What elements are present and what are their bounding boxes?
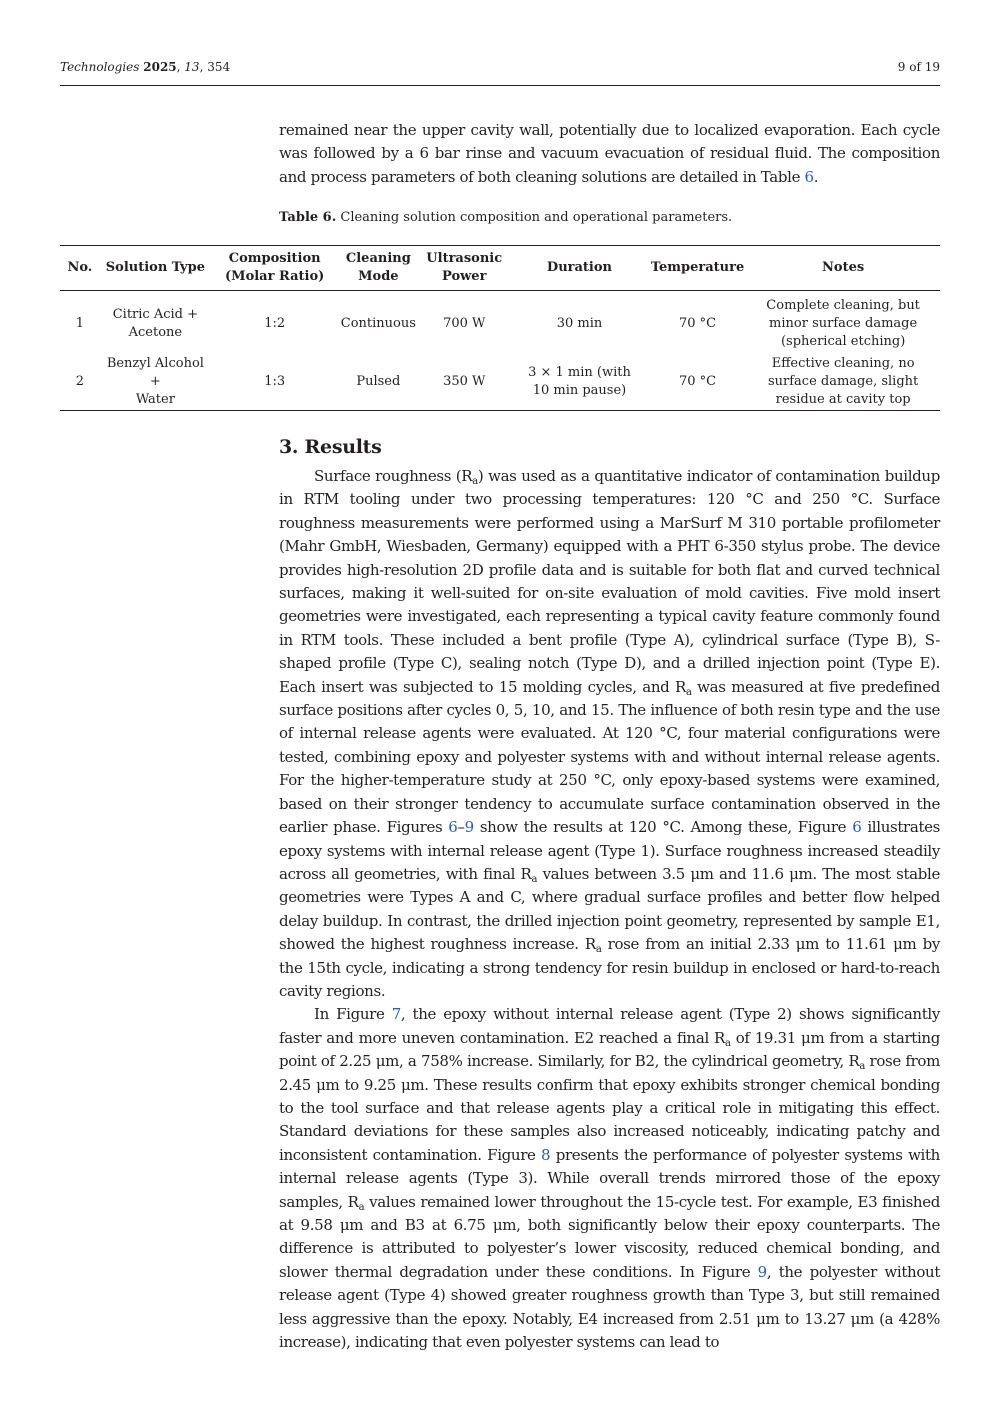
cell-line: Duration xyxy=(546,260,612,275)
cell-line: No. xyxy=(67,260,93,275)
cell-line: (Molar Ratio) xyxy=(225,269,325,284)
cell-line: Water xyxy=(135,392,175,407)
cell-line: 1:3 xyxy=(264,374,286,389)
table-header-cell xyxy=(60,246,100,291)
figure-link[interactable]: 7 xyxy=(391,1005,401,1024)
table-cell xyxy=(746,354,940,411)
cell-line: Ultrasonic xyxy=(426,251,503,266)
cell-line: Composition xyxy=(228,251,321,266)
table-cell xyxy=(60,291,100,355)
table-row xyxy=(60,354,940,411)
subscript: a xyxy=(472,476,478,487)
cell-line: 30 min xyxy=(556,316,603,331)
text-run: illustrates epoxy systems with internal release agent (Type 1). Surface roughness increased steadily across all geometries, with final R xyxy=(279,818,941,883)
journal-name: Technologies xyxy=(60,60,140,74)
subscript: a xyxy=(595,944,602,956)
section-heading: 3. Results xyxy=(279,436,382,458)
journal-volume: 13 xyxy=(184,60,200,74)
cell-line: (spherical etching) xyxy=(780,334,906,349)
subscript: a xyxy=(724,1037,731,1049)
text-run: – xyxy=(457,818,465,837)
running-header xyxy=(60,56,940,78)
table-header-cell xyxy=(649,246,746,291)
results-body xyxy=(279,465,940,1354)
subscript: a xyxy=(859,1061,866,1073)
cleaning-solution-table xyxy=(60,245,940,411)
subscript: a xyxy=(531,873,538,885)
cell-line: Mode xyxy=(358,269,399,284)
text-run: of 19.31 μm from a starting point of 2.25 μm, a 758% increase. Similarly, for B2, the cylindrical geometry, R xyxy=(279,1028,940,1071)
intro-paragraph-container xyxy=(279,119,940,189)
table-header-cell xyxy=(746,246,940,291)
cell-line: Continuous xyxy=(340,316,416,331)
cell-line: 3 × 1 min (with xyxy=(528,365,631,380)
cell-line: 700 W xyxy=(443,316,486,331)
table-cell xyxy=(60,354,100,411)
subscript: a xyxy=(358,1201,365,1213)
table-cell xyxy=(100,291,211,355)
cell-line: Power xyxy=(442,269,487,284)
cell-line: surface damage, slight xyxy=(767,374,919,389)
table-cell xyxy=(211,354,338,411)
header-divider xyxy=(60,85,940,86)
table-cell xyxy=(649,291,746,355)
text-run: values between 3.5 μm and 11.6 μm. The most stable geometries were Types A and C, where gradual surface profiles and better flow helped delay buildup. In contrast, the drilled injection point geometry, represented by sample E1, showed the highest roughness increase. R xyxy=(279,864,941,954)
table-caption-label: Table 6. xyxy=(279,210,337,225)
table-cell xyxy=(649,354,746,411)
text-run: Surface roughness (R xyxy=(314,467,473,485)
text-run: show the results at 120 °C. Among these, Figure xyxy=(473,818,853,837)
table-caption xyxy=(279,209,940,227)
table-cell xyxy=(338,291,418,355)
cell-line: Solution Type xyxy=(105,260,205,275)
table-header-cell xyxy=(100,246,211,291)
cell-line: residue at cavity top xyxy=(775,392,911,407)
intro-text: remained near the upper cavity wall, potentially due to localized evaporation. Each cycle was followed by a 6 bar rinse and vacuum evacuation of residual fluid. The composition and process parameters of both cleaning solutions are detailed in Table xyxy=(279,121,940,186)
page-number: 9 of 19 xyxy=(897,60,940,74)
intro-paragraph xyxy=(279,119,940,189)
article-number: 354 xyxy=(207,60,231,74)
cell-line: Citric Acid + xyxy=(112,307,199,322)
table-header-cell xyxy=(338,246,418,291)
table-cell xyxy=(211,291,338,355)
text-run: values remained lower throughout the 15-cycle test. For example, E3 finished at 9.58 μm and B3 at 6.75 μm, both significantly below their epoxy counterparts. The difference is attributed to polyester’s lower viscosity, reduced chemical bonding, and slower thermal degradation under these conditions. In Figure xyxy=(279,1192,941,1281)
subscript: a xyxy=(685,686,692,698)
text-run: ) was used as a quantitative indicator of contamination buildup in RTM tooling under two processing temperatures: 120 °C and 250 °C. Surface roughness measurements were performed using a MarSurf M 310 portable profilometer (Mahr GmbH, Wiesbaden, Germany) equipped with a PHT 6-350 stylus probe. The device provides high-resolution 2D profile data and is suitable for both flat and curved technical surfaces, making it well-suited for on-site evaluation of mold cavities. Five mold insert geometries were investigated, each representing a typical cavity feature commonly found in RTM tools. These included a bent profile (Type A), cylindrical surface (Type B), S-shaped profile (Type C), sealing notch (Type D), and a drilled injection point (Type E). Each insert was subjected to 15 molding cycles, and R xyxy=(279,467,940,696)
cell-line: Complete cleaning, but xyxy=(766,298,920,313)
table-header-cell xyxy=(211,246,338,291)
table-cell xyxy=(100,354,211,411)
cell-line: Benzyl Alcohol + xyxy=(106,356,204,389)
figure-link[interactable]: 9 xyxy=(757,1262,767,1281)
body-paragraph xyxy=(279,1003,940,1354)
journal-citation: Technologies 2025, 13, 354 xyxy=(60,60,231,74)
text-run: rose from 2.45 μm to 9.25 μm. These results confirm that epoxy exhibits stronger chemical bonding to the tool surface and that release agents play a critical role in mitigating this effect. Standard deviations for these samples also increased noticeably, indicating patchy and inconsistent contamination. Figure xyxy=(279,1052,940,1164)
text-run: was measured at five predefined surface positions after cycles 0, 5, 10, and 15. The influence of both resin type and the use of internal release agents were evaluated. At 120 °C, four material configurations were tested, combining epoxy and polyester systems with and without internal release agents. For the higher-temperature study at 250 °C, only epoxy-based systems were examined, based on their stronger tendency to accumulate surface contamination observed in the earlier phase. Figures xyxy=(279,677,940,837)
table-caption-text: Cleaning solution composition and operational parameters. xyxy=(336,210,733,225)
text-run: , the polyester without release agent (Type 4) showed greater roughness growth than Type 3, but still remained less aggressive than the epoxy. Notably, E4 increased from 2.51 μm to 13.27 μm (a 428% increase), indicating that even polyester systems can lead to xyxy=(279,1262,940,1352)
table-cell xyxy=(746,291,940,355)
cell-line: Effective cleaning, no xyxy=(771,356,915,371)
text-run: presents the performance of polyester systems with internal release agents (Type 3). While overall trends mirrored those of the epoxy samples, R xyxy=(279,1145,940,1211)
table-header-cell xyxy=(418,246,510,291)
table-cell xyxy=(418,291,510,355)
cell-line: 70 °C xyxy=(678,374,717,389)
cell-line: 10 min pause) xyxy=(532,383,627,398)
cell-line: Cleaning xyxy=(345,251,411,266)
figure-link[interactable]: 6 xyxy=(448,818,458,837)
table-row xyxy=(60,291,940,355)
cell-line: 1:2 xyxy=(264,316,286,331)
cell-line: 2 xyxy=(75,374,85,389)
intro-end: . xyxy=(813,167,819,186)
cell-line: minor surface damage xyxy=(769,316,918,331)
table-6-link[interactable]: 6 xyxy=(804,167,814,186)
table-header-cell xyxy=(510,246,649,291)
table-cell xyxy=(338,354,418,411)
journal-year: 2025 xyxy=(143,60,177,74)
text-run: In Figure xyxy=(314,1005,392,1024)
cell-line: 350 W xyxy=(443,374,486,389)
table-header-row xyxy=(60,246,940,291)
table-cell xyxy=(418,354,510,411)
cell-line: 1 xyxy=(75,316,85,331)
figure-link[interactable]: 8 xyxy=(541,1145,551,1164)
cell-line: Pulsed xyxy=(356,374,401,389)
table-cell xyxy=(510,354,649,411)
cell-line: Acetone xyxy=(128,325,183,340)
text-run: , the epoxy without internal release agent (Type 2) shows significantly faster and more uneven contamination. E2 reached a final R xyxy=(279,1005,940,1047)
cell-line: 70 °C xyxy=(678,316,717,331)
figure-link[interactable]: 9 xyxy=(464,818,474,837)
cell-line: Temperature xyxy=(650,260,745,275)
text-run: rose from an initial 2.33 μm to 11.61 μm by the 15th cycle, indicating a strong tendency for resin buildup in enclosed or hard-to-reach cavity regions. xyxy=(279,935,940,1000)
figure-link[interactable]: 6 xyxy=(852,818,862,837)
cell-line: Notes xyxy=(822,260,865,275)
body-paragraph xyxy=(279,465,940,1003)
table-cell xyxy=(510,291,649,355)
